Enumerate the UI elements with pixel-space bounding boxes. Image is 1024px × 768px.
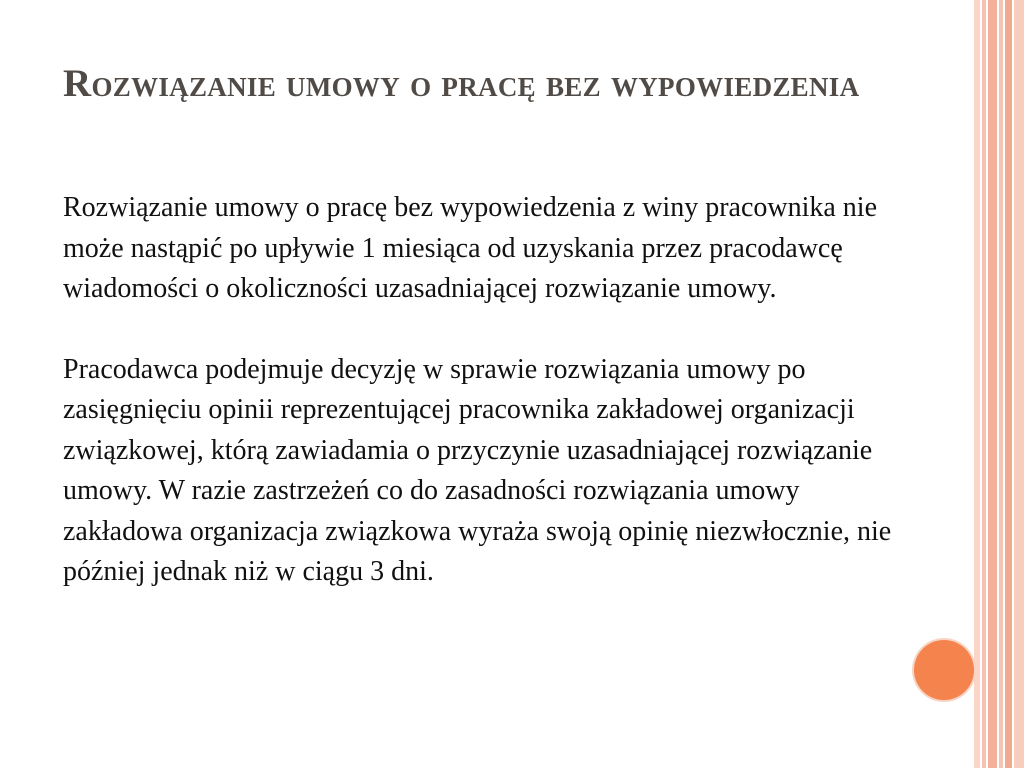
paragraph-1: Rozwiązanie umowy o pracę bez wypowiedzenia z winy pracownika nie może nastąpić po upływie 1 miesiąca od uzyskania przez pracodawcę wiadomości o okoliczności uzasadniającej rozwiązanie umowy.: [63, 192, 878, 304]
slide-title: Rozwiązanie umowy o pracę bez wypowiedzenia: [63, 62, 860, 105]
border-stripe: [999, 0, 1003, 768]
border-stripe: [1014, 0, 1024, 768]
border-stripe: [974, 0, 980, 768]
paragraph-2: Pracodawca podejmuje decyzję w sprawie rozwiązania umowy po zasięgnięciu opinii reprezentującej pracownika zakładowej organizacji związkowej, którą zawiadamia o przyczynie uzasadniającej rozwiązanie umowy. W razie zastrzeżeń co do zasadności rozwiązania umowy zakładowa organizacja związkowa wyraża swoją opinię niezwłocznie, nie później jednak niż w ciągu 3 dni.: [63, 353, 892, 587]
border-stripe: [1005, 0, 1012, 768]
decorative-circle-icon: [914, 640, 974, 700]
border-stripe: [988, 0, 997, 768]
slide-body: [63, 188, 913, 593]
border-stripe: [982, 0, 986, 768]
